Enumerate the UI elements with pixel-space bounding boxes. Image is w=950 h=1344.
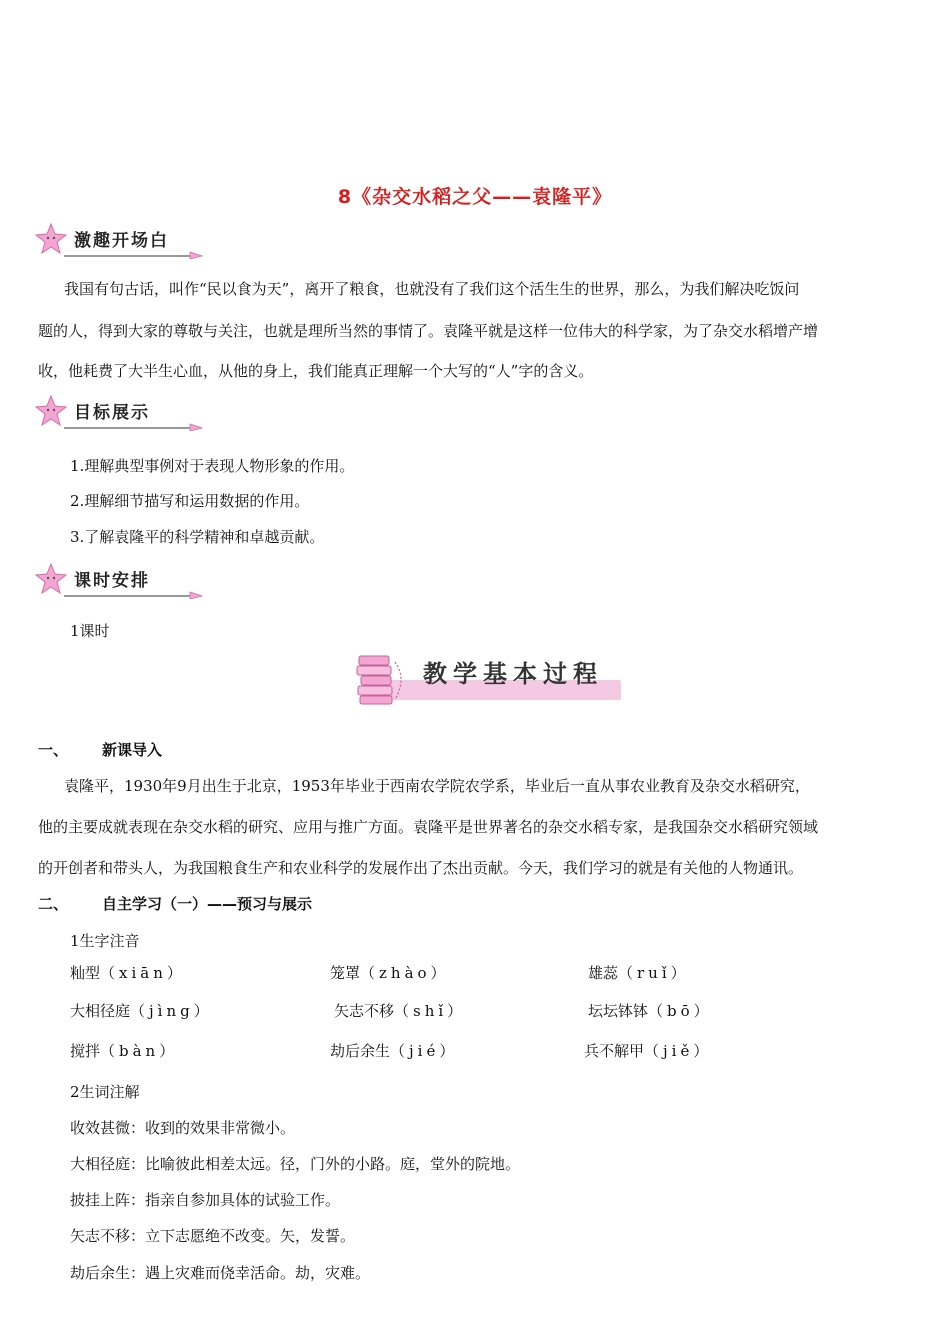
intro-line-3: 收，他耗费了大半生心血，从他的身上，我们能真正理解一个大写的“人”字的含义。 (38, 362, 594, 380)
section-heading-label: 课时安排 (74, 571, 150, 591)
section-heading-label: 激趣开场白 (74, 231, 169, 251)
part1-heading (38, 739, 162, 760)
pinyin-item: 籼型（xiān） (70, 964, 186, 982)
star-icon (34, 394, 68, 428)
pinyin-item: 搅拌（bàn） (70, 1042, 179, 1060)
part1-title: 新课导入 (102, 741, 163, 759)
part2-heading (38, 893, 312, 914)
pencil-line-icon (64, 591, 204, 599)
part2-number: 二、 (38, 895, 69, 913)
goal-item-2: 2.理解细节描写和运用数据的作用。 (70, 492, 310, 510)
star-icon (34, 562, 68, 596)
intro-line-2: 题的人，得到大家的尊敬与关注，也就是理所当然的事情了。袁隆平就是这样一位伟大的科学家，为了杂交水稻增产增 (38, 322, 819, 340)
part2-title: 自主学习（一）——预习与展示 (102, 895, 313, 913)
pinyin-item: 兵不解甲（jiě） (584, 1042, 713, 1060)
star-icon (34, 222, 68, 256)
banner-title: 教学基本过程 (423, 660, 603, 688)
glossary-item: 大相径庭：比喻彼此相差太远。径，门外的小路。庭，堂外的院地。 (70, 1155, 521, 1173)
intro-line-1: 我国有句古话，叫作“民以食为天”，离开了粮食，也就没有了我们这个活生生的世界，那么，为我们解决吃饭问 (64, 280, 800, 298)
section-heading-intro (34, 222, 204, 258)
glossary-item: 披挂上阵：指亲自参加具体的试验工作。 (70, 1191, 341, 1209)
part2-sub1: 1生字注音 (70, 932, 140, 950)
section-heading-schedule (34, 562, 204, 598)
process-banner (355, 650, 625, 708)
schedule-text: 1课时 (70, 622, 110, 640)
part2-sub2: 2生词注解 (70, 1083, 140, 1101)
glossary-item: 劫后余生：遇上灾难而侥幸活命。劫，灾难。 (70, 1264, 371, 1282)
book-stack-icon (355, 652, 411, 706)
goal-item-3: 3.了解袁隆平的科学精神和卓越贡献。 (70, 528, 325, 546)
pinyin-item: 大相径庭（jìng） (70, 1002, 213, 1020)
pinyin-item: 劫后余生（jié） (330, 1042, 459, 1060)
section-heading-goals (34, 394, 204, 430)
glossary-item: 收效甚微：收到的效果非常微小。 (70, 1119, 296, 1137)
pencil-line-icon (64, 251, 204, 259)
part1-line-2: 他的主要成就表现在杂交水稻的研究、应用与推广方面。袁隆平是世界著名的杂交水稻专家，是我国杂交水稻研究领域 (38, 818, 819, 836)
pinyin-item: 矢志不移（shǐ） (334, 1002, 467, 1020)
glossary-item: 矢志不移：立下志愿绝不改变。矢，发誓。 (70, 1227, 356, 1245)
pinyin-item: 坛坛钵钵（bō） (588, 1002, 713, 1020)
goal-item-1: 1.理解典型事例对于表现人物形象的作用。 (70, 457, 355, 475)
pinyin-item: 笼罩（zhào） (330, 964, 450, 982)
page-title: 8《杂交水稻之父——袁隆平》 (337, 186, 613, 208)
pencil-line-icon (64, 423, 204, 431)
part1-line-3: 的开创者和带头人，为我国粮食生产和农业科学的发展作出了杰出贡献。今天，我们学习的就是有关他的人物通讯。 (38, 859, 804, 877)
section-heading-label: 目标展示 (74, 403, 150, 423)
pinyin-item: 雄蕊（ruǐ） (588, 964, 690, 982)
part1-line-1: 袁隆平，1930年9月出生于北京，1953年毕业于西南农学院农学系，毕业后一直从事农业教育及杂交水稻研究， (64, 777, 810, 795)
part1-number: 一、 (38, 741, 69, 759)
